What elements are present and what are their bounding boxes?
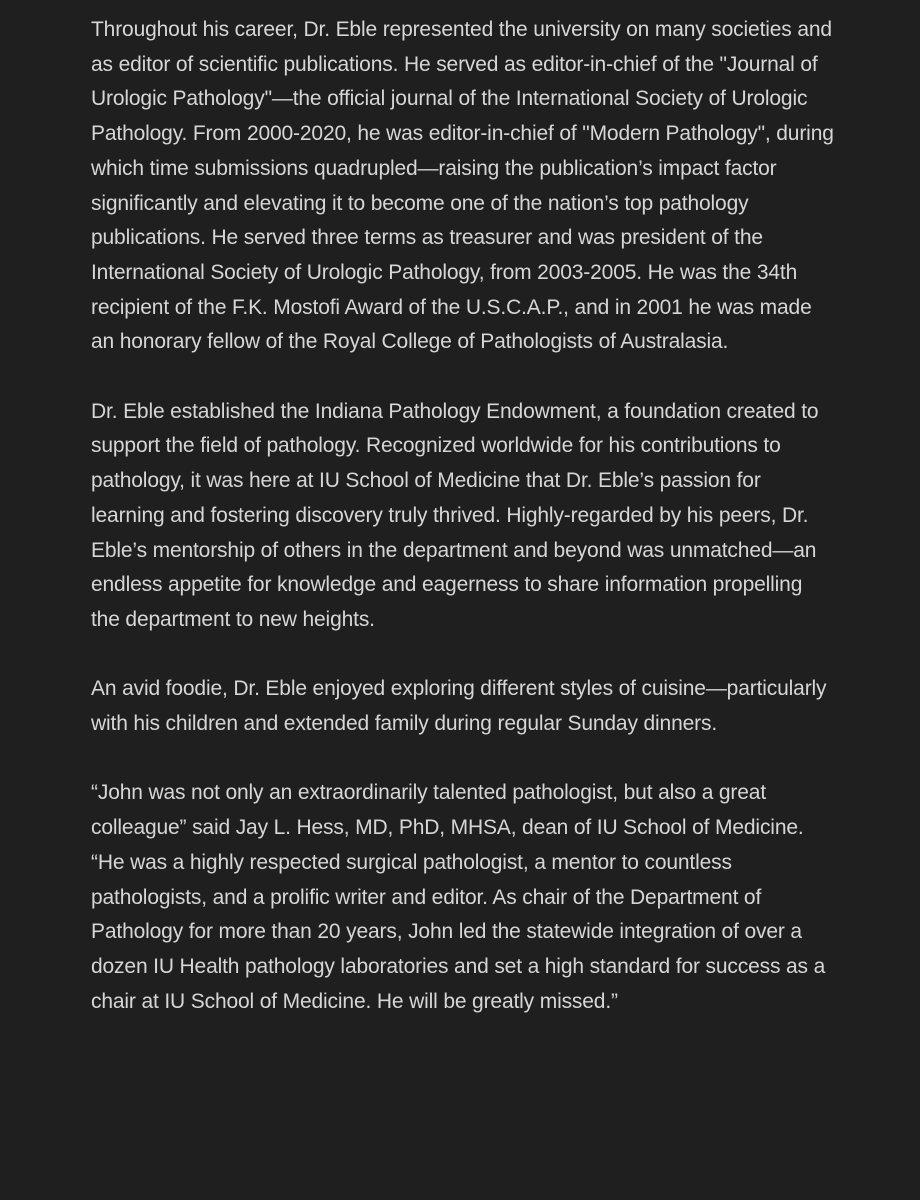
paragraph-foodie: An avid foodie, Dr. Eble enjoyed exploring different styles of cuisine—particularly with his children and extended family during regular Sunday dinners. xyxy=(91,677,827,736)
paragraph-dean-quote: “John was not only an extraordinarily talented pathologist, but also a great colleague” said Jay L. Hess, MD, PhD, MHSA, dean of IU School of Medicine. “He was a highly respected surgical pathologist, a mentor to countless pathologists, and a prolific writer and editor. As chair of the Department of Pathology for more than 20 years, John led the statewide integration of over a dozen IU Health pathology laboratories and set a high standard for success as a chair at IU School of Medicine. He will be greatly missed.” xyxy=(91,781,826,1013)
article-body xyxy=(91,13,835,1019)
paragraph-pathology-endowment: Dr. Eble established the Indiana Pathology Endowment, a foundation created to support the field of pathology. Recognized worldwide for his contributions to pathology, it was here at IU School of Medicine that Dr. Eble’s passion for learning and fostering discovery truly thrived. Highly-regarded by his peers, Dr. Eble’s mentorship of others in the department and beyond was unmatched—an endless appetite for knowledge and eagerness to share information propelling the department to new heights. xyxy=(91,399,819,631)
paragraph-career-editorship: Throughout his career, Dr. Eble represented the university on many societies and as editor of scientific publications. He served as editor-in-chief of the "Journal of Urologic Pathology"—the official journal of the International Society of Urologic Pathology. From 2000-2020, he was editor-in-chief of "Modern Pathology", during which time submissions quadrupled—raising the publication’s impact factor significantly and elevating it to become one of the nation’s top pathology publications. He served three terms as treasurer and was president of the International Society of Urologic Pathology, from 2003-2005. He was the 34th recipient of the F.K. Mostofi Award of the U.S.C.A.P., and in 2001 he was made an honorary fellow of the Royal College of Pathologists of Australasia. xyxy=(91,18,834,354)
